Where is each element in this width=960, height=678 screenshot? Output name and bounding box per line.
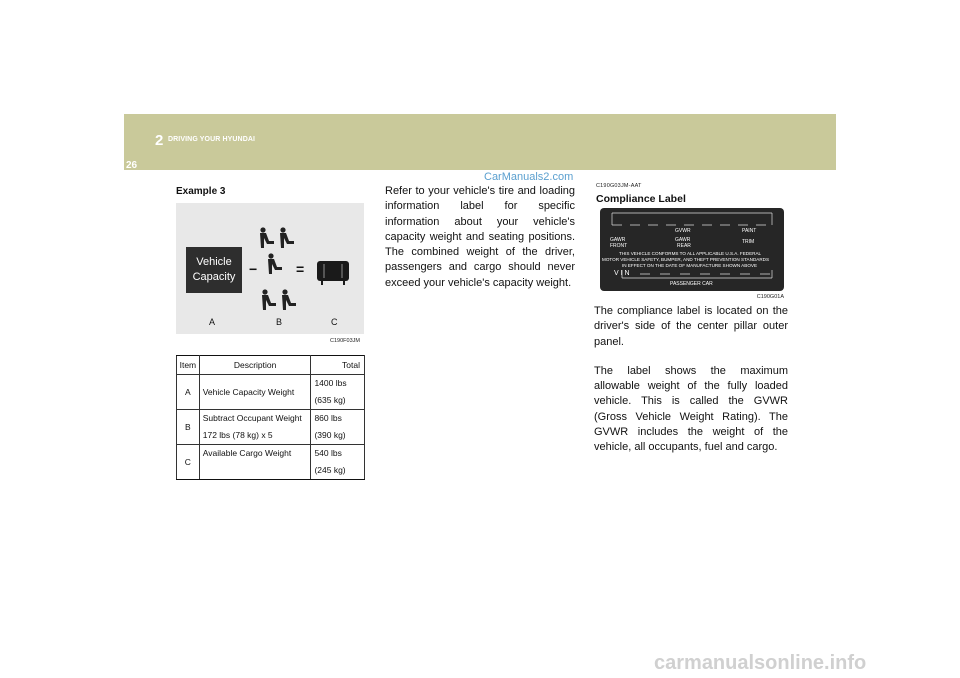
figure-code: C190G01A — [756, 294, 784, 300]
section-title: Compliance Label — [596, 193, 686, 205]
watermark-top[interactable]: CarManuals2.com — [484, 171, 574, 183]
capacity-table — [176, 355, 365, 480]
figure-letter-c: C — [331, 317, 338, 327]
label-vin: V I N — [614, 270, 630, 277]
row-description: Subtract Occupant Weight 172 lbs (78 kg) x 5 — [199, 410, 311, 445]
row-description: Available Cargo Weight — [199, 445, 311, 480]
cargo-box-icon — [316, 259, 350, 287]
label-gvwr: GVWR — [675, 228, 691, 234]
figure-code: C190F03JM — [330, 338, 360, 344]
seated-occupant-icon — [256, 227, 296, 251]
label-gawr-front-1: GAWR — [610, 237, 626, 243]
label-passenger-car: PASSENGER CAR — [670, 281, 713, 287]
label-paint: PAINT — [742, 228, 757, 234]
vehicle-capacity-line1: Vehicle — [196, 256, 232, 268]
label-statement-3: IN EFFECT ON THE DATE OF MANUFACTURE SHOWN ABOVE — [622, 263, 758, 268]
example-title: Example 3 — [176, 186, 226, 197]
vehicle-capacity-box — [186, 247, 242, 293]
compliance-paragraph-2: The label shows the maximum allowable weight of the fully loaded vehicle. This is called the GVWR (Gross Vehicle Weight Rating). The GVWR includes the weight of the vehicle, all occupants, fuel and cargo. — [594, 364, 788, 454]
compliance-text — [594, 304, 788, 470]
table-row — [177, 410, 365, 445]
figure-letter-b: B — [276, 317, 283, 327]
equals-sign: = — [296, 261, 305, 277]
seated-occupant-icon — [258, 289, 298, 313]
page-number: 26 — [126, 160, 138, 171]
minus-sign: − — [249, 261, 258, 277]
table-row — [177, 445, 365, 480]
compliance-paragraph-1: The compliance label is located on the driver's side of the center pillar outer panel. — [594, 305, 788, 348]
label-frame-lines — [600, 208, 784, 291]
header-description: Description — [199, 356, 311, 375]
row-description: Vehicle Capacity Weight — [199, 375, 311, 410]
label-statement-2: MOTOR VEHICLE SAFETY, BUMPER, AND THEFT PREVENTION STANDARDS — [602, 257, 770, 262]
row-item: A — [177, 375, 200, 410]
seated-occupant-icon — [264, 253, 284, 277]
label-trim: TRIM — [742, 239, 755, 245]
watermark-bottom[interactable]: carmanualsonline.info — [654, 652, 867, 674]
capacity-figure — [176, 203, 364, 334]
row-total: 1400 lbs (635 kg) — [311, 375, 365, 410]
row-item: B — [177, 410, 200, 445]
table-row — [177, 375, 365, 410]
section-code: C190G03JM-AAT — [596, 183, 642, 189]
figure-letter-a: A — [209, 317, 216, 327]
label-statement-1: THIS VEHICLE CONFORMS TO ALL APPLICABLE U.S.A. FEDERAL — [619, 251, 762, 256]
vehicle-capacity-line2: Capacity — [192, 271, 236, 283]
header-item: Item — [177, 356, 200, 375]
compliance-label-figure — [600, 208, 784, 291]
chapter-number: 2 — [155, 132, 164, 149]
chapter-title: DRIVING YOUR HYUNDAI — [168, 136, 256, 143]
row-item: C — [177, 445, 200, 480]
label-gawr-rear-2: REAR — [677, 243, 691, 249]
table-header-row — [177, 356, 365, 375]
label-gawr-rear-1: GAWR — [675, 237, 691, 243]
label-gawr-front-2: FRONT — [610, 243, 628, 249]
row-total: 860 lbs (390 kg) — [311, 410, 365, 445]
header-total: Total — [311, 356, 365, 375]
capacity-paragraph: Refer to your vehicle's tire and loading information label for specific information about your vehicle's capacity weight and seating positions. The combined weight of the driver, passengers and cargo should never exceed your vehicle's capacity weight. — [385, 185, 575, 289]
row-total: 540 lbs (245 kg) — [311, 445, 365, 480]
